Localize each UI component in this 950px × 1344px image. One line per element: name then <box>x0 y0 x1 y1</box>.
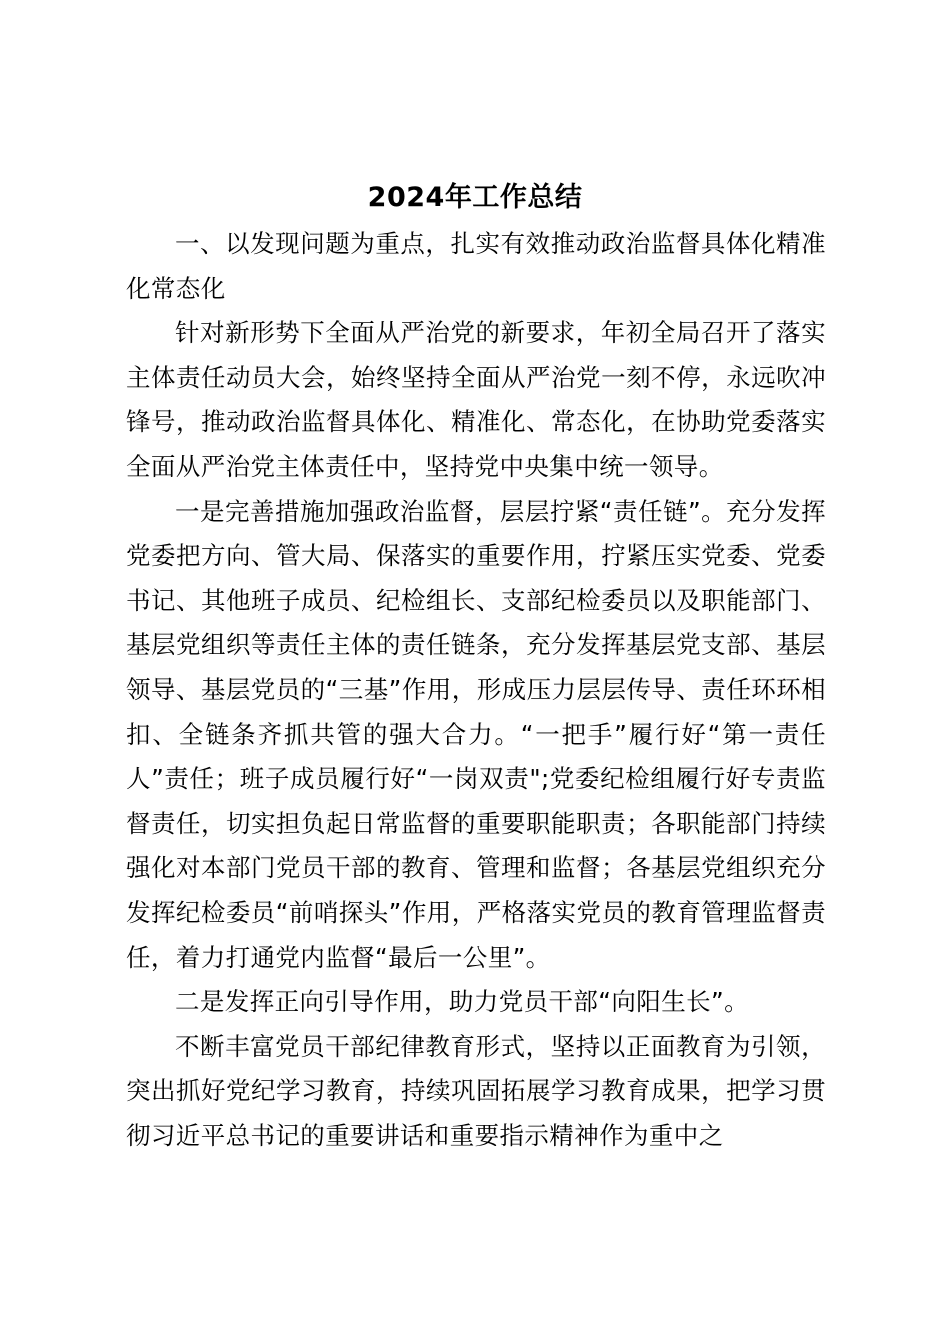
paragraph-intro: 针对新形势下全面从严治党的新要求，年初全局召开了落实主体责任动员大会，始终坚持全面从严治党一刻不停，永远吹冲锋号，推动政治监督具体化、精准化、常态化，在协助党委落实全面从严治党主体责任中，坚持党中央集中统一领导。 <box>126 318 826 481</box>
document-body <box>126 222 826 1158</box>
paragraph-point-two-body: 不断丰富党员干部纪律教育形式，坚持以正面教育为引领，突出抓好党纪学习教育，持续巩固拓展学习教育成果，把学习贯彻习近平总书记的重要讲话和重要指示精神作为重中之 <box>126 1031 826 1150</box>
paragraph-point-two-heading: 二是发挥正向引导作用，助力党员干部“向阳生长”。 <box>175 987 749 1017</box>
section-heading: 一、以发现问题为重点，扎实有效推动政治监督具体化精准化常态化 <box>126 229 826 303</box>
paragraph-point-one: 一是完善措施加强政治监督，层层拧紧“责任链”。充分发挥党委把方向、管大局、保落实的重要作用，拧紧压实党委、党委书记、其他班子成员、纪检组长、支部纪检委员以及职能部门、基层党组织等责任主体的责任链条，充分发挥基层党支部、基层领导、基层党员的“三基”作用，形成压力层层传导、责任环环相扣、全链条齐抓共管的强大合力。“一把手”履行好“第一责任人”责任；班子成员履行好“一岗双责";党委纪检组履行好专责监督责任，切实担负起日常监督的重要职能职责；各职能部门持续强化对本部门党员干部的教育、管理和监督；各基层党组织充分发挥纪检委员“前哨探头”作用，严格落实党员的教育管理监督责任，着力打通党内监督“最后一公里”。 <box>126 496 826 972</box>
page-title: 2024年工作总结 <box>367 182 583 213</box>
